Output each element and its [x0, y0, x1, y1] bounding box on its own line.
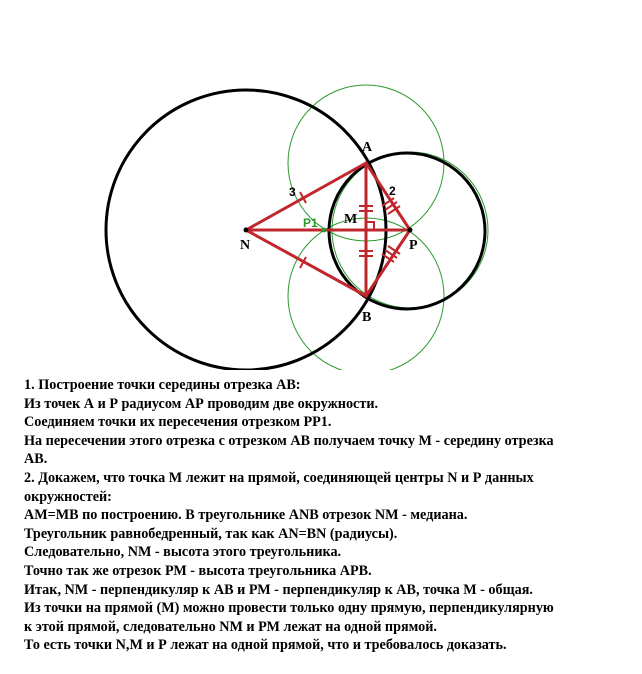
proof-text	[24, 376, 634, 655]
text-line: Итак, NМ - перпендикуляр к АВ и РМ - перпендикуляр к АВ, точка М - общая.	[24, 581, 533, 598]
text-line: окружностей:	[24, 488, 112, 505]
label-m: M	[344, 212, 358, 227]
text-line: Из точки на прямой (М) можно провести только одну прямую, перпендикулярную	[24, 600, 554, 617]
label-segment-2: 2	[389, 184, 396, 198]
point-p1	[322, 228, 327, 233]
text-line: Следовательно, NМ - высота этого треугольника.	[24, 544, 342, 561]
text-line: АМ=МВ по построению. В треугольнике АNВ отрезок NМ - медиана.	[24, 507, 468, 524]
text-line: 2. Докажем, что точка М лежит на прямой, соединяющей центры N и Р данных	[24, 469, 534, 486]
point-p	[408, 228, 413, 233]
text-line: к этой прямой, следовательно NМ и РМ лежат на одной прямой.	[24, 618, 437, 635]
label-segment-3: 3	[289, 185, 296, 199]
text-line: 1. Построение точки середины отрезка АВ:	[24, 377, 301, 393]
text-line: Соединяем точки их пересечения отрезком РР1.	[24, 414, 332, 431]
label-p: P	[409, 238, 418, 253]
segments	[246, 163, 410, 296]
segment-ap	[366, 163, 410, 230]
text-line: АВ.	[24, 451, 48, 468]
point-n	[244, 228, 249, 233]
text-line: Точно так же отрезок РМ - высота треугольника АРВ.	[24, 562, 372, 579]
text-line: То есть точки N,М и Р лежат на одной прямой, что и требовалось доказать.	[24, 637, 507, 654]
label-a: A	[362, 140, 373, 155]
segment-nb	[246, 230, 366, 296]
text-line: Треугольник равнобедренный, так как АN=ВN (радиусы).	[24, 525, 398, 542]
segment-bp	[366, 230, 410, 296]
text-line: На пересечении этого отрезка с отрезком АВ получаем точку М - середину отрезка	[24, 432, 554, 449]
label-n: N	[240, 238, 251, 253]
label-b: B	[362, 310, 372, 325]
text-line: Из точек А и Р радиусом АР проводим две окружности.	[24, 395, 379, 412]
label-p1: P1	[303, 216, 318, 230]
